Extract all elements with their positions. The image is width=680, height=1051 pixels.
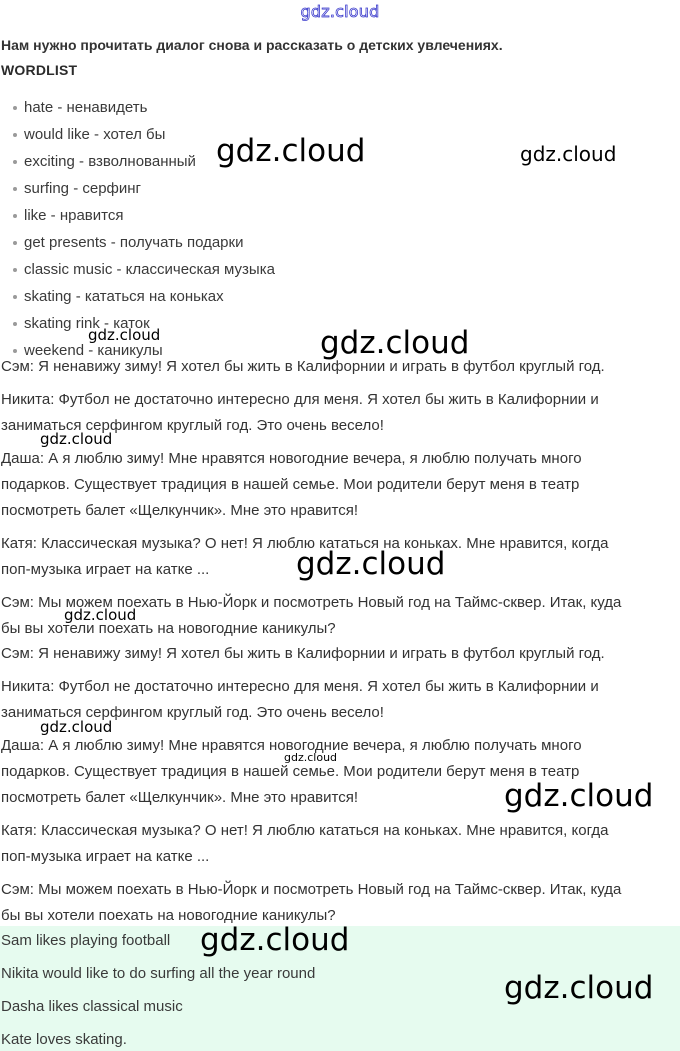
answer-line: Kate loves skating. <box>1 1031 127 1048</box>
dialog-text: бы вы хотели поехать на новогодние каникулы? <box>1 907 336 924</box>
answer-line: Nikita would like to do surfing all the year round <box>1 965 316 982</box>
dialog-text: Даша: А я люблю зиму! Мне нравятся новогодние вечера, я люблю получать много <box>1 450 582 467</box>
watermark: gdz.cloud <box>200 922 350 958</box>
dialog-text: Катя: Классическая музыка? О нет! Я люблю кататься на коньках. Мне нравится, когда <box>1 822 609 839</box>
watermark: gdz.cloud <box>64 606 137 624</box>
watermark: gdz.cloud <box>296 546 446 582</box>
wordlist-item: like - нравится <box>0 202 680 229</box>
dialog-text: посмотреть балет «Щелкунчик». Мне это нравится! <box>1 789 359 806</box>
dialog-text: Никита: Футбол не достаточно интересно для меня. Я хотел бы жить в Калифорнии и <box>1 678 599 695</box>
dialog-text: Сэм: Я ненавижу зиму! Я хотел бы жить в Калифорнии и играть в футбол круглый год. <box>1 645 605 662</box>
dialog-text: Никита: Футбол не достаточно интересно для меня. Я хотел бы жить в Калифорнии и <box>1 391 599 408</box>
watermark: gdz.cloud <box>88 326 161 344</box>
watermark: gdz.cloud <box>520 142 617 166</box>
answer-line: Sam likes playing football <box>1 932 171 949</box>
watermark: gdz.cloud <box>504 970 654 1006</box>
watermark: gdz.cloud <box>216 133 366 169</box>
wordlist-item: weekend - каникулы <box>0 337 680 364</box>
watermark: gdz.cloud <box>40 718 113 736</box>
wordlist-item: exciting - взволнованный <box>0 148 680 175</box>
dialog-text: заниматься серфингом круглый год. Это очень весело! <box>1 704 384 721</box>
wordlist-item: would like - хотел бы <box>0 121 680 148</box>
dialog-text: Сэм: Мы можем поехать в Нью-Йорк и посмотреть Новый год на Таймс-сквер. Итак, куда <box>1 881 622 898</box>
wordlist-item: classic music - классическая музыка <box>0 256 680 283</box>
wordlist-item: skating - кататься на коньках <box>0 283 680 310</box>
dialog-line-sam <box>1 641 677 667</box>
top-watermark: gdz.cloud <box>300 2 380 21</box>
watermark: gdz.cloud <box>320 325 470 361</box>
wordlist-item: get presents - получать подарки <box>0 229 680 256</box>
dialog-text: Сэм: Мы можем поехать в Нью-Йорк и посмотреть Новый год на Таймс-сквер. Итак, куда <box>1 594 622 611</box>
dialog-text: поп-музыка играет на катке ... <box>1 561 210 578</box>
dialog-text: Даша: А я люблю зиму! Мне нравятся новогодние вечера, я люблю получать много <box>1 737 582 754</box>
wordlist-item: surfing - серфинг <box>0 175 680 202</box>
dialog-text: подарков. Существует традиция в нашей семье. Мои родители берут меня в театр <box>1 763 580 780</box>
dialog-text: бы вы хотели поехать на новогодние каникулы? <box>1 620 336 637</box>
task-heading: Нам нужно прочитать диалог снова и рассказать о детских увлечениях. <box>1 37 503 53</box>
dialog-text: Сэм: Я ненавижу зиму! Я хотел бы жить в Калифорнии и играть в футбол круглый год. <box>1 358 605 375</box>
dialog-text: посмотреть балет «Щелкунчик». Мне это нравится! <box>1 502 359 519</box>
dialog-text: заниматься серфингом круглый год. Это очень весело! <box>1 417 384 434</box>
answer-line: Dasha likes classical music <box>1 998 183 1015</box>
watermark: gdz.cloud <box>40 430 113 448</box>
wordlist-title: WORDLIST <box>1 62 78 78</box>
dialog-line-dasha <box>1 446 677 524</box>
watermark: gdz.cloud <box>284 751 338 764</box>
dialog-text: подарков. Существует традиция в нашей семье. Мои родители берут меня в театр <box>1 476 580 493</box>
wordlist-item: hate - ненавидеть <box>0 94 680 121</box>
dialog-text: поп-музыка играет на катке ... <box>1 848 210 865</box>
dialog-line-katya <box>1 818 677 870</box>
dialog-text: Катя: Классическая музыка? О нет! Я люблю кататься на коньках. Мне нравится, когда <box>1 535 609 552</box>
task-heading-container <box>0 36 680 56</box>
watermark: gdz.cloud <box>504 778 654 814</box>
wordlist-item: skating rink - каток <box>0 310 680 337</box>
